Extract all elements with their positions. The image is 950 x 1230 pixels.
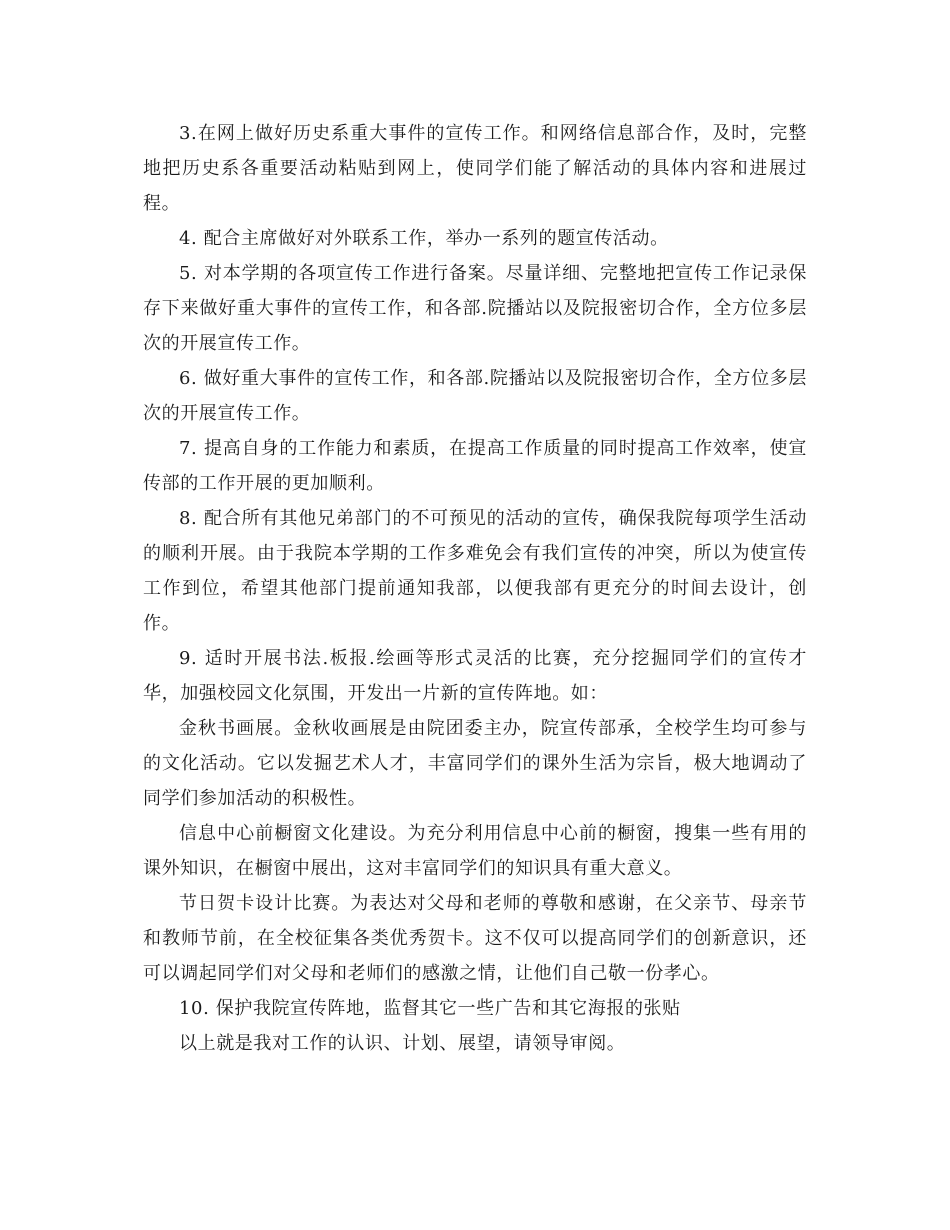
- paragraph-item-8: 8. 配合所有其他兄弟部门的不可预见的活动的宣传，确保我院每项学生活动的顺利开展。由于我院本学期的工作多难免会有我们宣传的冲突，所以为使宣传工作到位，希望其他部门提前通知我部，以便我部有更充分的时间去设计，创作。: [143, 508, 807, 634]
- paragraph-window-culture: 信息中心前橱窗文化建设。为充分利用信息中心前的橱窗，搜集一些有用的课外知识，在橱窗中展出，这对丰富同学们的知识具有重大意义。: [143, 823, 807, 879]
- document-body: [143, 116, 807, 1061]
- paragraph-item-7: 7. 提高自身的工作能力和素质，在提高工作质量的同时提高工作效率，使宣传部的工作开展的更加顺利。: [143, 438, 807, 494]
- paragraph-item-6: 6. 做好重大事件的宣传工作，和各部.院播站以及院报密切合作，全方位多层次的开展宣传工作。: [143, 368, 807, 424]
- paragraph-painting-exhibition: 金秋书画展。金秋收画展是由院团委主办，院宣传部承，全校学生均可参与的文化活动。它以发掘艺术人才，丰富同学们的课外生活为宗旨，极大地调动了同学们参加活动的积极性。: [143, 718, 807, 809]
- paragraph-closing: 以上就是我对工作的认识、计划、展望，请领导审阅。: [179, 1033, 626, 1054]
- paragraph-item-9: 9. 适时开展书法.板报.绘画等形式灵活的比赛，充分挖掘同学们的宣传才华，加强校园文化氛围，开发出一片新的宣传阵地。如：: [143, 648, 807, 704]
- paragraph-item-5: 5. 对本学期的各项宣传工作进行备案。尽量详细、完整地把宣传工作记录保存下来做好重大事件的宣传工作，和各部.院播站以及院报密切合作，全方位多层次的开展宣传工作。: [143, 263, 807, 354]
- paragraph-item-10: 10. 保护我院宣传阵地，监督其它一些广告和其它海报的张贴: [179, 998, 681, 1019]
- paragraph-card-contest: 节日贺卡设计比赛。为表达对父母和老师的尊敬和感谢，在父亲节、母亲节和教师节前，在全校征集各类优秀贺卡。这不仅可以提高同学们的创新意识，还可以调起同学们对父母和老师们的感激之情，让他们自己敬一份孝心。: [143, 893, 807, 984]
- paragraph-item-3: 3.在网上做好历史系重大事件的宣传工作。和网络信息部合作，及时，完整地把历史系各重要活动粘贴到网上，使同学们能了解活动的具体内容和进展过程。: [143, 123, 807, 214]
- paragraph-item-4: 4. 配合主席做好对外联系工作，举办一系列的题宣传活动。: [179, 228, 669, 249]
